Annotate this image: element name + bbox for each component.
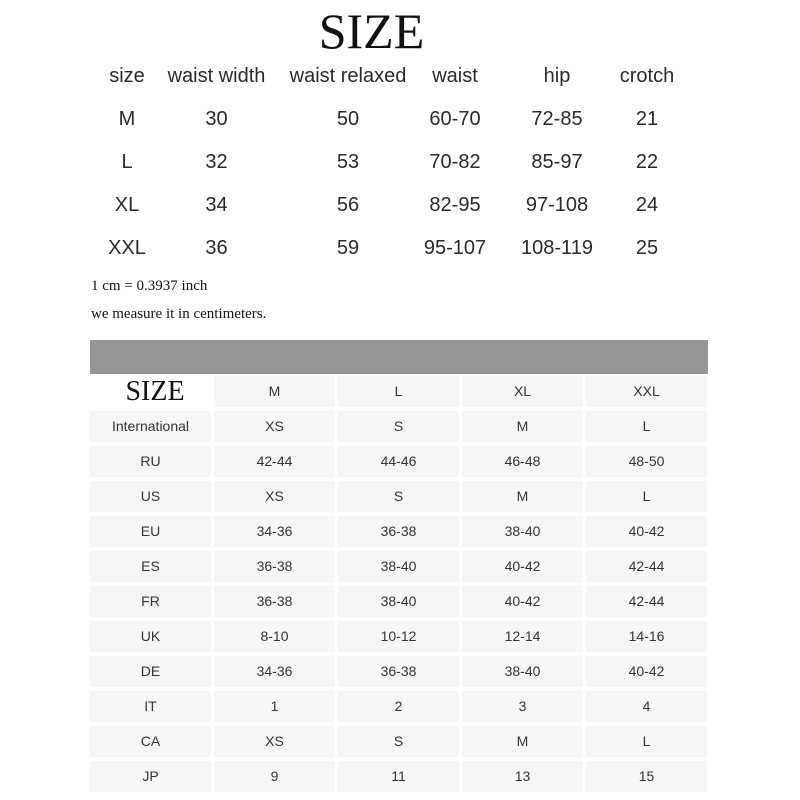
conversion-cell: M: [462, 411, 583, 442]
size-column-header: M: [214, 376, 335, 407]
measurement-cell: XXL: [108, 237, 146, 259]
conversion-cell: XS: [214, 726, 335, 757]
conversion-cell: 36-38: [214, 551, 335, 582]
conversion-cell: 8-10: [214, 621, 335, 652]
measurement-cell: 22: [635, 151, 659, 173]
measurement-cell: 50: [336, 108, 360, 130]
measurement-row: [0, 98, 800, 141]
conversion-cell: L: [586, 726, 707, 757]
measurement-cell: 36: [205, 237, 228, 259]
measurement-cell: 108-119: [521, 237, 593, 259]
conversion-cell: 14-16: [586, 621, 707, 652]
measurement-cell: M: [118, 108, 136, 130]
conversion-note: 1 cm = 0.3937 inch: [91, 278, 208, 294]
conversion-cell: 11: [338, 761, 459, 792]
conversion-row: [90, 444, 708, 479]
size-corner-label: SIZE: [108, 376, 202, 407]
measurement-cell: 60-70: [429, 108, 481, 130]
region-label: US: [90, 481, 211, 512]
measurement-cell: 97-108: [525, 194, 589, 216]
conversion-cell: 10-12: [338, 621, 459, 652]
page-title: SIZE: [318, 3, 425, 59]
size-column-header: XL: [462, 376, 583, 407]
conversion-cell: 12-14: [462, 621, 583, 652]
conversion-cell: 40-42: [586, 656, 707, 687]
conversion-cell: 46-48: [462, 446, 583, 477]
conversion-row: [90, 584, 708, 619]
conversion-row: [90, 409, 708, 444]
measurement-header-row: [0, 55, 800, 98]
conversion-cell: 34-36: [214, 656, 335, 687]
measurement-row: [0, 141, 800, 184]
size-column-header: XXL: [586, 376, 707, 407]
measurement-row: [0, 184, 800, 227]
conversion-cell: 36-38: [214, 586, 335, 617]
conversion-row: [90, 619, 708, 654]
region-label: UK: [90, 621, 211, 652]
conversion-cell: 9: [214, 761, 335, 792]
measurement-cell: 72-85: [531, 108, 583, 130]
measurement-cell: 53: [336, 151, 360, 173]
region-label: CA: [90, 726, 211, 757]
conversion-cell: 38-40: [462, 516, 583, 547]
header-hip: hip: [543, 65, 571, 87]
conversion-cell: 38-40: [338, 586, 459, 617]
conversion-cell: 1: [214, 691, 335, 722]
region-label: EU: [90, 516, 211, 547]
conversion-cell: 40-42: [462, 551, 583, 582]
region-label: JP: [90, 761, 211, 792]
conversion-cell: L: [586, 411, 707, 442]
conversion-cell: 38-40: [462, 656, 583, 687]
conversion-row: [90, 759, 708, 794]
conversion-cell: L: [586, 481, 707, 512]
conversion-cell: 44-46: [338, 446, 459, 477]
conversion-cell: 15: [586, 761, 707, 792]
conversion-row: [90, 654, 708, 689]
conversion-cell: 40-42: [462, 586, 583, 617]
measurement-cell: 59: [336, 237, 360, 259]
header-waist-relaxed: waist relaxed: [289, 65, 407, 87]
header-size: size: [109, 65, 145, 87]
conversion-cell: 34-36: [214, 516, 335, 547]
header-crotch: crotch: [619, 65, 675, 87]
region-label: RU: [90, 446, 211, 477]
conversion-cell: 3: [462, 691, 583, 722]
conversion-cell: 42-44: [586, 586, 707, 617]
conversion-cell: S: [338, 411, 459, 442]
measurement-cell: L: [121, 151, 133, 173]
region-label: DE: [90, 656, 211, 687]
conversion-cell: 2: [338, 691, 459, 722]
measurement-cell: 24: [635, 194, 659, 216]
measurement-cell: 34: [205, 194, 228, 216]
unit-note: we measure it in centimeters.: [91, 306, 267, 322]
conversion-header-row: [90, 374, 708, 409]
measurement-cell: 82-95: [429, 194, 481, 216]
conversion-cell: M: [462, 726, 583, 757]
conversion-cell: 13: [462, 761, 583, 792]
measurement-cell: 56: [336, 194, 360, 216]
size-column-header: L: [338, 376, 459, 407]
header-waist: waist: [432, 65, 478, 87]
conversion-cell: S: [338, 481, 459, 512]
measurement-cell: 25: [635, 237, 659, 259]
conversion-cell: M: [462, 481, 583, 512]
conversion-cell: 42-44: [214, 446, 335, 477]
conversion-cell: 36-38: [338, 516, 459, 547]
measurement-cell: 32: [205, 151, 228, 173]
conversion-cell: 48-50: [586, 446, 707, 477]
table-header-band: [90, 340, 708, 374]
header-waist-width: waist width: [167, 65, 266, 87]
measurement-cell: 21: [635, 108, 659, 130]
region-label: ES: [90, 551, 211, 582]
conversion-cell: 38-40: [338, 551, 459, 582]
region-label: IT: [90, 691, 211, 722]
measurement-cell: 30: [205, 108, 228, 130]
measurement-row: [0, 227, 800, 270]
region-label: FR: [90, 586, 211, 617]
conversion-cell: S: [338, 726, 459, 757]
region-label: International: [90, 411, 211, 442]
conversion-cell: 40-42: [586, 516, 707, 547]
measurement-cell: 95-107: [423, 237, 487, 259]
conversion-cell: XS: [214, 411, 335, 442]
conversion-cell: XS: [214, 481, 335, 512]
conversion-cell: 42-44: [586, 551, 707, 582]
conversion-cell: 4: [586, 691, 707, 722]
measurement-table: [0, 55, 800, 271]
measurement-cell: 85-97: [531, 151, 583, 173]
conversion-table: [90, 374, 708, 796]
conversion-row: [90, 689, 708, 724]
measurement-cell: XL: [114, 194, 140, 216]
conversion-cell: 36-38: [338, 656, 459, 687]
conversion-row: [90, 724, 708, 759]
conversion-row: [90, 514, 708, 549]
conversion-row: [90, 479, 708, 514]
measurement-cell: 70-82: [429, 151, 481, 173]
conversion-row: [90, 549, 708, 584]
